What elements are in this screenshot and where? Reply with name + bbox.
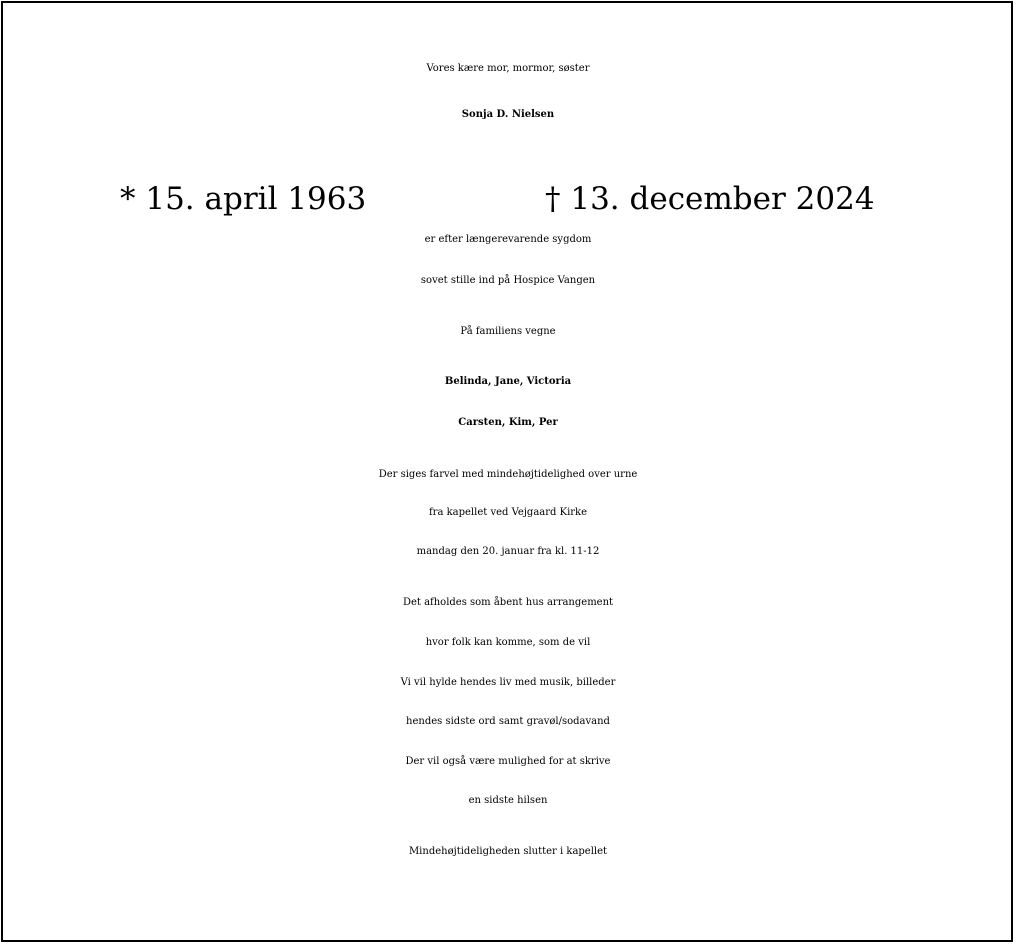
family-names-line: Belinda, Jane, Victoria: [444, 376, 572, 387]
death-date: † 13. december 2024: [545, 181, 875, 217]
event-line: en sidste hilsen: [468, 795, 548, 806]
ceremony-line: Der siges farvel med mindehøjtidelighed over urne: [378, 469, 638, 480]
event-line: hendes sidste ord samt gravøl/sodavand: [406, 716, 610, 727]
family-names-line: Carsten, Kim, Per: [458, 417, 558, 428]
deceased-name: Sonja D. Nielsen: [461, 109, 555, 120]
event-line: Det afholdes som åbent hus arrangement: [402, 597, 614, 608]
event-line: hvor folk kan komme, som de vil: [425, 637, 591, 648]
on-behalf-text: På familiens vegne: [460, 326, 556, 337]
passing-line: er efter længerevarende sygdom: [424, 234, 592, 245]
birth-date: * 15. april 1963: [120, 181, 367, 217]
life-dates: [0, 181, 1016, 220]
ceremony-line: mandag den 20. januar fra kl. 11-12: [416, 546, 600, 557]
event-line: Der vil også være mulighed for at skrive: [405, 756, 611, 767]
closing-text: Mindehøjtideligheden slutter i kapellet: [408, 846, 608, 857]
event-line: Vi vil hylde hendes liv med musik, billeder: [400, 677, 616, 688]
passing-line: sovet stille ind på Hospice Vangen: [420, 275, 596, 286]
intro-text: Vores kære mor, mormor, søster: [426, 63, 590, 74]
ceremony-line: fra kapellet ved Vejgaard Kirke: [428, 507, 588, 518]
